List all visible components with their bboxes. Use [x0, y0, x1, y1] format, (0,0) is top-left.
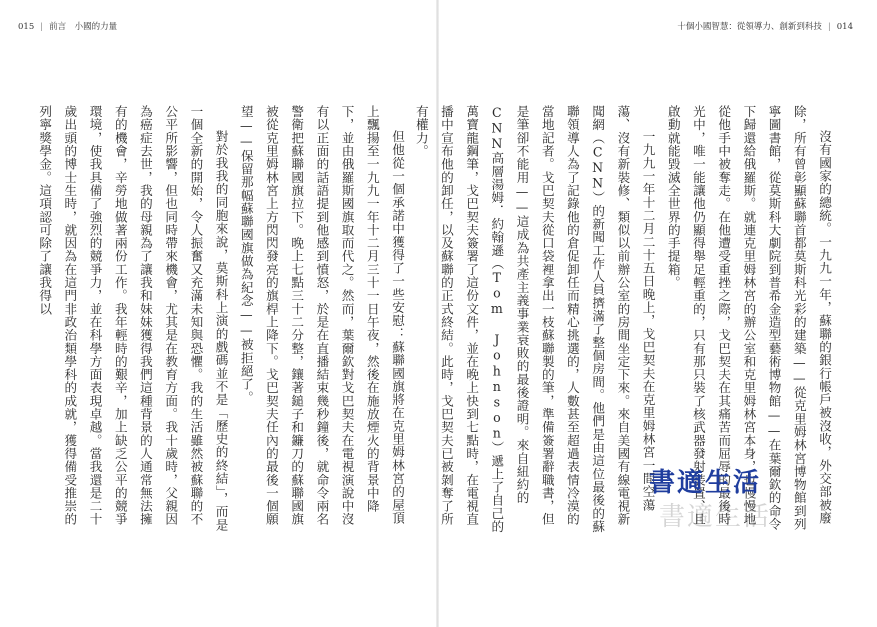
left-body-text: [37, 105, 410, 535]
book-title: 十個小國智慧：從領導力、創新到科技: [677, 22, 822, 32]
left-paragraph-2: 對於我我的同胞來說，莫斯科上演的戲碼並不是「歷史的終結」，而是一個全新的開始，令人振奮又充滿未知與恐懼。我的生活雖然被蘇聯的不公平所影響，但也同時帶來機會，尤其是在教育方面。我十歲時，父親因為癌症去世，我的母親為了讓我和妹妹獲得我們這種背景的人通常無法擁有的機會，辛勞地做著兩份工作。我年輕時的艱辛，加上缺乏公平的競爭環境，使我具備了強烈的競爭力，並在科學方面表現卓越。當我還是二十歲出頭的博士生時，就因為在這門非政治類學科的成就，獲得備受推崇的列寧獎學金。這項認可除了讓我得以: [37, 105, 229, 532]
left-page: [0, 0, 438, 627]
watermark-reflection: 書適生活: [658, 502, 771, 532]
left-page-number: 015: [18, 22, 35, 32]
right-paragraph-2: 一九九一年十二月二十五日晚上，戈巴契夫在克里姆林宮一間空蕩蕩、沒有新裝修、類似以前辦公室的房間坐定下來。來自美國有線電視新聞網（CNN）的新聞工作人員擠滿了整個房間。他們是由這位最後的蘇聯領導人為了記錄他的倉促卸任而精心挑選的，人數甚至超過表情冷漠的當地記者。戈巴契夫從口袋裡拿出一枝蘇聯製的筆，準備簽署辭職書，但是筆卻不能用——這成為共產主義事業衰敗的最後證明。來自紐約的CNN高層湯姆．約翰遜（Tom Johnson）遞上了自己的萬寶龍鋼筆，戈巴契夫簽署了這份文件，並在晚上快到七點時，在電視直播中宣布他的卸任，以及蘇聯的正式終結。此時，戈巴契夫已被剝奪了所有權力。: [413, 105, 656, 534]
chapter-label: 前言: [49, 22, 67, 32]
right-page: [413, 0, 877, 627]
right-page-number: 014: [836, 22, 853, 32]
right-paragraph-1: 沒有國家的總統。一九九一年，蘇聯的銀行帳戶被沒收，外交部被廢除，所有曾彰顯蘇聯首都莫斯科光彩的建築——從克里姆林宮博物館到列寧圖書館，從莫斯科大劇院到普希金造型藝術博物館——在葉爾欽的命令下歸還給俄羅斯。就連克里姆林宮的辦公室和克里姆林宮本身，也慢慢地從他手中被奪走。在他遭受重挫之際，戈巴契夫在其痛苦而屈辱的最後時光中，唯一能讓他仍顯得舉足輕重的，只有那只裝了核武器發射裝置、且啟動就能毀滅全世界的手提箱。: [665, 105, 832, 531]
watermark-logo: 書適生活: [648, 468, 761, 498]
running-head-separator: |: [40, 22, 44, 32]
chapter-title: 小國的力量: [74, 22, 118, 32]
right-running-head: [677, 22, 853, 33]
left-paragraph-1: 但他從一個承諾中獲得了一些安慰：蘇聯國旗將在克里姆林宮的屋頂上飄揚至一九九一年十二月三十一日午夜，然後在施放煙火的背景中降下，並由俄羅斯國旗取而代之。然而，葉爾欽對戈巴契夫在電視演說中沒有以正面的話語提到他感到憤怒，於是在直播結束幾秒鐘後，就命令兩名警衛把蘇聯國旗拉下。晚上七點三十二分整，鑲著鎚子和鐮刀的蘇聯國旗被從克里姆林宮上方閃閃發亮的旗桿上降下。戈巴契夫任內的最後一個願望——保留那幅蘇聯國旗做為紀念——被拒絕了。: [238, 105, 405, 526]
left-running-head: [18, 22, 117, 33]
running-head-separator: |: [827, 22, 831, 32]
